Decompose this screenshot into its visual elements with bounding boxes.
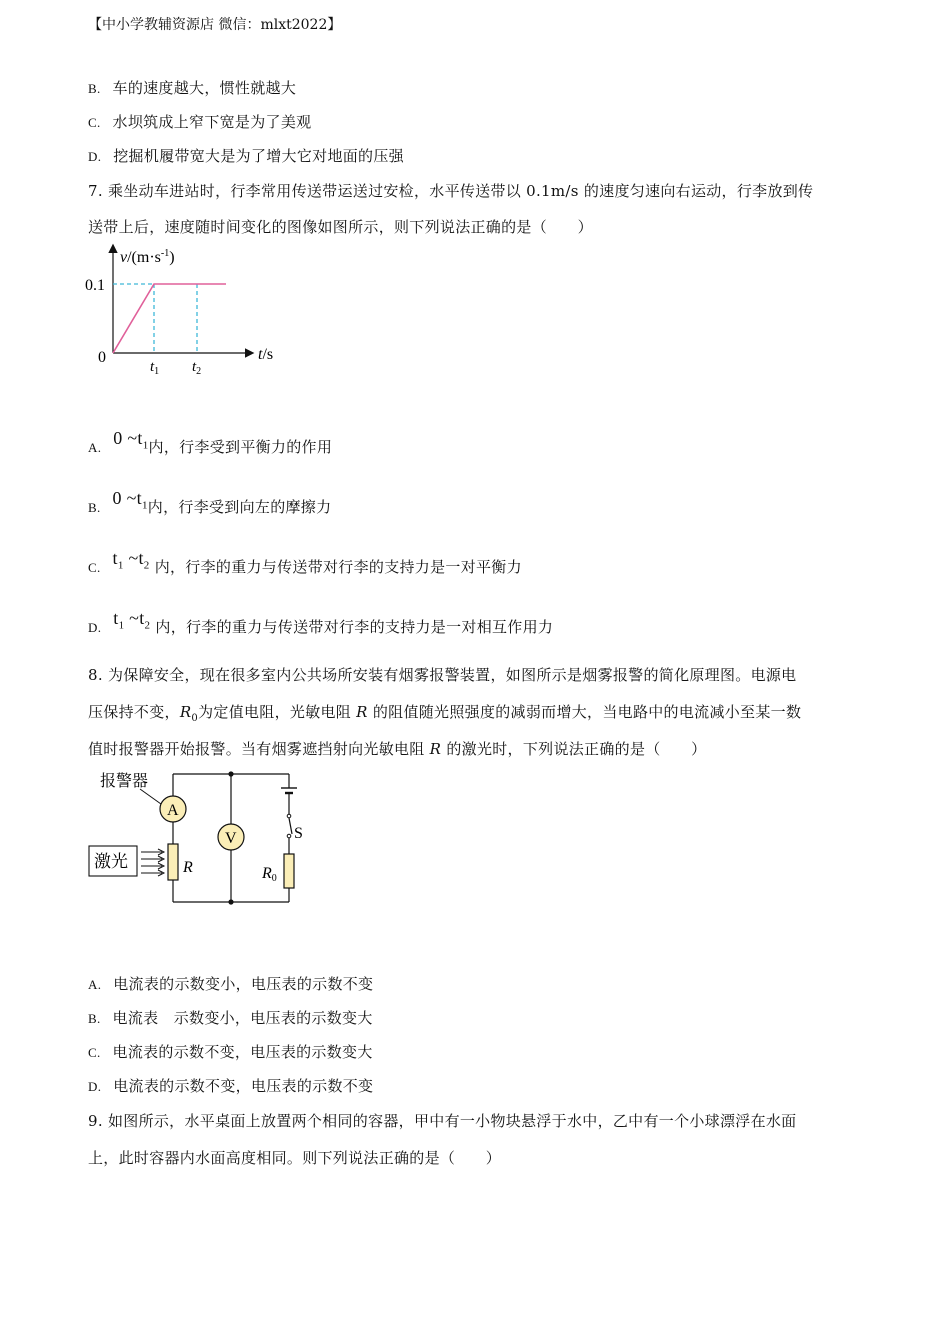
option-letter: B. bbox=[88, 81, 101, 96]
option-text: 电流表的示数变小，电压表的示数不变 bbox=[113, 975, 374, 993]
q7-option-c bbox=[88, 548, 522, 580]
q6-option-b bbox=[88, 77, 296, 98]
option-text: 内，行李的重力与传送带对行李的支持力是一对平衡力 bbox=[154, 558, 522, 576]
option-math: $t_1$ $\sim t_2$ bbox=[113, 608, 151, 632]
x-axis-label: t/s bbox=[258, 346, 274, 363]
option-math: $t_1$ $\sim t_2$ bbox=[112, 548, 150, 572]
q6-option-c bbox=[88, 111, 311, 132]
q6-option-d bbox=[88, 145, 404, 166]
option-text: 车的速度越大，惯性就越大 bbox=[112, 79, 297, 97]
option-text: 内，行李的重力与传送带对行李的支持力是一对相互作用力 bbox=[155, 618, 554, 636]
option-letter: B. bbox=[88, 500, 101, 515]
option-text: 内，行李受到向左的摩擦力 bbox=[147, 498, 332, 516]
option-letter: C. bbox=[88, 1045, 101, 1060]
velocity-time-graph bbox=[80, 238, 300, 378]
alarm-label: 报警器 bbox=[100, 771, 149, 790]
q8-option-a bbox=[88, 973, 373, 994]
option-letter: D. bbox=[88, 1079, 102, 1094]
t1-label: $t_1$ bbox=[150, 359, 160, 377]
option-text: 水坝筑成上窄下宽是为了美观 bbox=[112, 113, 312, 131]
option-text: 电流表 示数变小，电压表的示数变大 bbox=[112, 1009, 373, 1027]
option-text: 挖掘机履带宽大是为了增大它对地面的压强 bbox=[113, 147, 404, 165]
page-header: 【中小学教辅资源店 微信：mlxt2022】 bbox=[88, 17, 342, 33]
option-text: 电流表的示数不变，电压表的示数变大 bbox=[112, 1043, 373, 1061]
q8-stem-line3: 值时报警器开始报警。当有烟雾遮挡射向光敏电阻 R 的激光时，下列说法正确的是（ ） bbox=[88, 740, 707, 758]
q8-stem-line2: 压保持不变，$R_0$为定值电阻，光敏电阻 R 的阻值随光照强度的减弱而增大，当电路中的电流减小至某一数 bbox=[88, 703, 802, 724]
y-axis-label: $v/(m\cdot s^{-1})$ bbox=[120, 248, 175, 266]
laser-label: 激光 bbox=[94, 852, 128, 872]
q7-stem-line1: 7. 乘坐动车进站时，行李常用传送带运送过安检，水平传送带以 0.1m/s 的速度匀速向右运动，行李放到传 bbox=[88, 182, 814, 200]
q9-stem-line2: 上，此时容器内水面高度相同。则下列说法正确的是（ ） bbox=[88, 1149, 502, 1167]
switch-s bbox=[289, 818, 292, 834]
option-letter: B. bbox=[88, 1011, 101, 1026]
option-letter: D. bbox=[88, 620, 102, 635]
q8-option-c bbox=[88, 1041, 373, 1062]
q7-stem-line2: 送带上后，速度随时间变化的图像如图所示，则下列说法正确的是（ ） bbox=[88, 218, 593, 236]
option-text: 电流表的示数不变，电压表的示数不变 bbox=[113, 1077, 374, 1095]
q7-option-b bbox=[88, 488, 332, 520]
r-label: R bbox=[183, 859, 193, 876]
r0-label: R0 bbox=[262, 865, 277, 884]
option-letter: C. bbox=[88, 115, 101, 130]
q7-option-d bbox=[88, 608, 554, 640]
t2-label: $t_2$ bbox=[192, 359, 202, 377]
resistor-r0 bbox=[284, 854, 294, 888]
q8-stem-line1: 8. 为保障安全，现在很多室内公共场所安装有烟雾报警装置，如图所示是烟雾报警的简化原理图。电源电 bbox=[88, 666, 797, 684]
option-letter: A. bbox=[88, 977, 102, 992]
switch-label: S bbox=[294, 825, 303, 842]
q7-option-a bbox=[88, 428, 333, 460]
y-tick-label: 0.1 bbox=[85, 277, 105, 294]
origin-label: 0 bbox=[98, 349, 106, 366]
smoke-alarm-circuit bbox=[80, 762, 320, 912]
option-math: 0 $\sim t_1$ bbox=[112, 488, 148, 512]
q8-option-b bbox=[88, 1007, 373, 1028]
option-letter: C. bbox=[88, 560, 101, 575]
svg-text:V: V bbox=[225, 830, 237, 847]
option-letter: D. bbox=[88, 149, 102, 164]
svg-text:A: A bbox=[167, 802, 179, 819]
option-math: 0 $\sim t_1$ bbox=[113, 428, 149, 452]
photoresistor-r bbox=[168, 844, 178, 880]
option-letter: A. bbox=[88, 440, 102, 455]
q9-stem-line1: 9. 如图所示，水平桌面上放置两个相同的容器，甲中有一小物块悬浮于水中，乙中有一个小球漂浮在水面 bbox=[88, 1112, 797, 1130]
velocity-curve bbox=[113, 284, 226, 353]
option-text: 内，行李受到平衡力的作用 bbox=[148, 438, 333, 456]
q8-option-d bbox=[88, 1075, 373, 1096]
